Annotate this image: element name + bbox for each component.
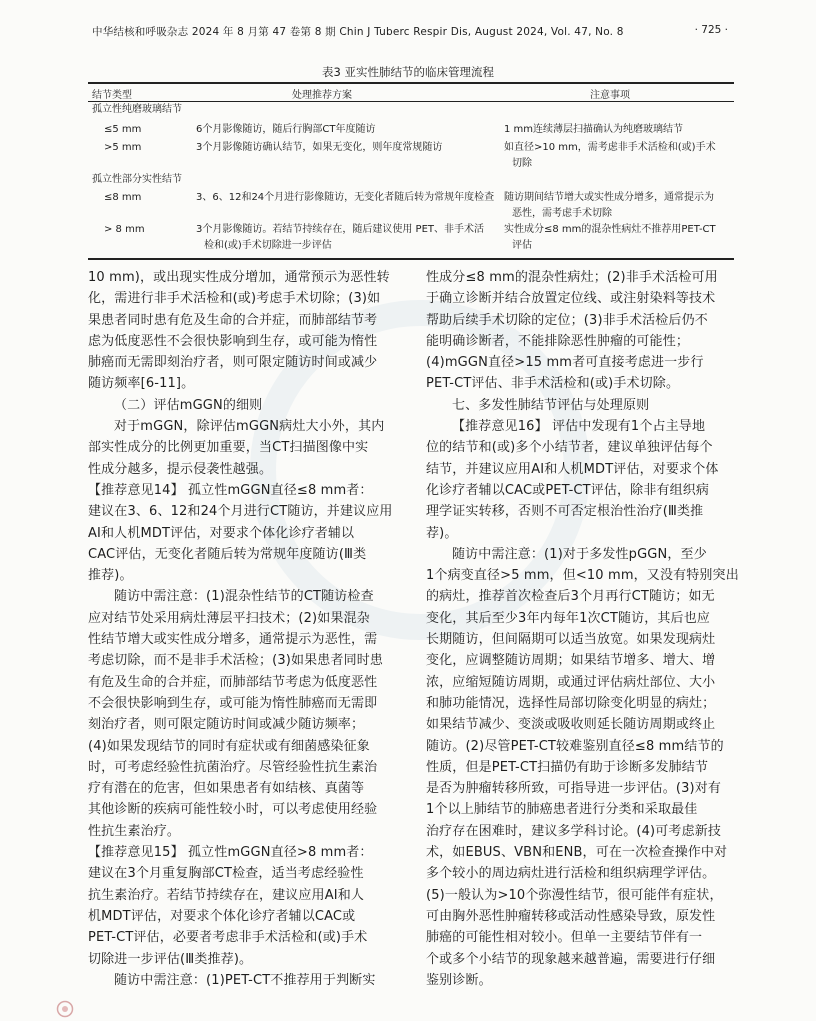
text-line: 肺癌的可能性相对较小。但单一主要结节伴有一: [426, 930, 703, 946]
table-cell: > 8 mm: [104, 224, 145, 235]
text-line: 随访。(2)尽管PET-CT较难鉴别直径≤8 mm结节的: [426, 738, 724, 754]
table-header-notes: 注意事项: [590, 90, 630, 101]
text-line: 考虑切除，而不是非手术活检；(3)如果患者同时患: [88, 653, 384, 669]
recommendation-heading: 【推荐意见15】 孤立性mGGN直径>8 mm者：: [88, 845, 373, 861]
table-cell: 1 mm连续薄层扫描确认为纯磨玻璃结节: [504, 124, 684, 135]
table-cell: 如直径>10 mm，需考虑非手术活检和(或)手术: [504, 142, 716, 153]
text-line: 性成分越多，提示侵袭性越强。: [88, 461, 273, 477]
text-line: 理学证实转移，否则不可否定根治性治疗(Ⅲ类推: [426, 504, 704, 520]
text-line: 变化，其后至少3年内每年1次CT随访，其后也应: [426, 610, 711, 626]
table-cell: 恶性，需考虑手术切除: [512, 208, 612, 219]
table-header-rule: [88, 101, 734, 102]
recommendation-heading: 【推荐意见16】 评估中发现有1个占主导地: [452, 419, 706, 435]
text-line: (5)一般认为>10个弥漫性结节，很可能伴有症状，: [426, 887, 723, 903]
text-line: 果患者同时患有危及生命的合并症，而肺部结节考: [88, 312, 378, 328]
table-cell: ≤5 mm: [104, 124, 142, 135]
table-cell: 实性成分≤8 mm的混杂性病灶不推荐用PET-CT: [504, 224, 716, 235]
text-line: 有危及生命的合并症，而肺部结节考虑为低度恶性: [88, 674, 378, 690]
text-line: 抗生素治疗。若结节持续存在，建议应用AI和人: [88, 887, 365, 903]
text-line: 性成分≤8 mm的混杂性病灶；(2)非手术活检可用: [426, 270, 718, 285]
publisher-logo-icon: [56, 1000, 74, 1018]
text-line: 化，需进行非手术活检和(或)考虑手术切除；(3)如: [88, 291, 381, 307]
table-cell: ≤8 mm: [104, 192, 142, 203]
text-line: PET-CT评估，必要者考虑非手术活检和(或)手术: [88, 930, 368, 946]
text-line: 1个以上肺结节的肺癌患者进行分类和采取最佳: [426, 802, 698, 818]
table-top-rule: [88, 82, 734, 84]
table-cell: 切除: [512, 158, 532, 169]
section-heading: （二）评估mGGN的细则: [114, 397, 263, 413]
text-line: 个或多个小结节的现象越来越普遍，需要进行仔细: [426, 951, 716, 967]
text-line: 和肺功能情况，选择性局部切除变化明显的病灶；: [426, 695, 716, 711]
text-line: 化诊疗者辅以CAC或PET-CT评估，除非有组织病: [426, 482, 710, 498]
text-line: 长期随访，但间隔期可以适当放宽。如果发现病灶: [426, 632, 716, 648]
text-line: 如果结节减少、变淡或吸收则延长随访周期或终止: [426, 717, 716, 733]
text-line: 疗有潜在的危害，但如果患者有如结核、真菌等: [88, 781, 365, 797]
table-bottom-rule: [88, 258, 734, 260]
footer-logo-icon: [56, 1000, 74, 1021]
text-line: 结节，并建议应用AI和人机MDT评估，对要求个体: [426, 461, 719, 477]
text-line: 性结节增大或实性成分增多，通常提示为恶性，需: [88, 632, 378, 648]
text-line: (4)如果发现结节的同时有症状或有细菌感染征象: [88, 738, 370, 754]
text-line: 随访中需注意：(1)对于多发性pGGN，至少: [452, 546, 707, 562]
table-cell: 3个月影像随访。若结节持续存在，随后建议使用 PET、非手术活: [196, 224, 484, 235]
text-line: PET-CT评估、非手术活检和(或)手术切除。: [426, 376, 680, 392]
table-header-type: 结节类型: [92, 90, 132, 101]
text-line: 1个病变直径>5 mm，但<10 mm，又没有特别突出: [426, 568, 739, 584]
text-line: 是否为肿瘤转移所致，可指导进一步评估。(3)对有: [426, 781, 722, 797]
text-line: 虑为低度恶性不会很快影响到生存，或可能为惰性: [88, 333, 378, 349]
text-line: 于确立诊断并结合放置定位线、或注射染料等技术: [426, 291, 716, 307]
text-line: 随访中需注意：(1)PET-CT不推荐用于判断实: [114, 972, 376, 988]
text-line: 性质，但是PET-CT扫描仍有助于诊断多发肺结节: [426, 759, 709, 775]
text-line: (4)mGGN直径>15 mm者可直接考虑进一步行: [426, 355, 704, 371]
text-line: 能明确诊断者，不能排除恶性肿瘤的可能性；: [426, 333, 690, 349]
table-group-label: 孤立性纯磨玻璃结节: [92, 104, 182, 115]
table-cell: 评估: [512, 240, 532, 251]
text-line: 建议在3个月重复胸部CT检查，适当考虑经验性: [88, 866, 364, 882]
table-cell: 6个月影像随访，随后行胸部CT年度随访: [196, 124, 376, 135]
page-number: · 725 ·: [694, 24, 728, 36]
table-cell: 检和(或)手术切除进一步评估: [204, 240, 332, 251]
text-line: CAC评估，无变化者随后转为常规年度随访(Ⅲ类: [88, 546, 367, 562]
table-cell: 3、6、12和24个月进行影像随访，无变化者随后转为常规年度检查: [196, 192, 495, 203]
text-line: 位的结节和(或)多个小结节者，建议单独评估每个: [426, 440, 713, 456]
left-text-column: [88, 267, 393, 991]
table-cell: >5 mm: [104, 142, 142, 153]
text-line: 可由胸外恶性肿瘤转移或活动性感染导致，原发性: [426, 908, 716, 924]
right-text-column: [426, 267, 739, 991]
text-line: 建议在3、6、12和24个月进行CT随访，并建议应用: [88, 504, 393, 520]
table-header-plan: 处理推荐方案: [292, 90, 352, 101]
text-line: 多个较小的周边病灶进行活检和组织病理学评估。: [426, 866, 716, 882]
text-line: 荐)。: [426, 525, 458, 541]
table-cell: 3个月影像随访确认结节，如果无变化，则年度常规随访: [196, 142, 443, 153]
running-header: 中华结核和呼吸杂志 2024 年 8 月第 47 卷第 8 期 Chin J Tuberc Respir Dis, August 2024, Vol. 47, No. 8: [92, 26, 624, 38]
table-title: 表3 亚实性肺结节的临床管理流程: [322, 65, 494, 79]
text-line: 鉴别诊断。: [426, 972, 492, 988]
text-line: 变化，应调整随访周期；如果结节增多、增大、增: [426, 653, 716, 669]
text-line: 的病灶，推荐首次检查后3个月再行CT随访；如无: [426, 589, 715, 605]
text-line: 术，如EBUS、VBN和ENB，可在一次检查操作中对: [426, 845, 728, 861]
text-line: 对于mGGN，除评估mGGN病灶大小外，其内: [114, 419, 385, 435]
text-line: 推荐)。: [88, 568, 133, 584]
text-line: 随访频率[6-11]。: [88, 376, 195, 392]
table-group-label: 孤立性部分实性结节: [92, 174, 182, 185]
text-line: 帮助后续手术切除的定位；(3)非手术活检后仍不: [426, 312, 708, 328]
text-line: 部实性成分的比例更加重要，当CT扫描图像中实: [88, 440, 369, 456]
text-line: 切除进一步评估(Ⅲ类推荐)。: [88, 951, 253, 967]
text-line: 不会很快影响到生存，或可能为惰性肺癌而无需即: [88, 695, 378, 711]
text-line: 性抗生素治疗。: [88, 823, 181, 839]
text-line: 时，可考虑经验性抗菌治疗。尽管经验性抗生素治: [88, 759, 378, 775]
text-line: 随访中需注意：(1)混杂性结节的CT随访检查: [114, 589, 374, 605]
table-cell: 随访期间结节增大或实性成分增多，通常提示为: [504, 192, 714, 203]
text-line: 刻治疗者，则可限定随访时间或减少随访频率；: [88, 717, 365, 733]
text-line: 治疗存在困难时，建议多学科讨论。(4)可考虑新技: [426, 823, 722, 839]
text-line: 应对结节处采用病灶薄层平扫技术；(2)如果混杂: [88, 610, 370, 626]
recommendation-heading: 【推荐意见14】 孤立性mGGN直径≤8 mm者：: [88, 482, 373, 498]
text-line: 浓，应缩短随访周期，或通过评估病灶部位、大小: [426, 674, 716, 690]
text-line: 机MDT评估，对要求个体化诊疗者辅以CAC或: [88, 908, 356, 924]
text-line: 10 mm)，或出现实性成分增加，通常预示为恶性转: [88, 270, 390, 285]
section-heading: 七、多发性肺结节评估与处理原则: [452, 397, 650, 413]
text-line: 其他诊断的疾病可能性较小时，可以考虑使用经验: [88, 802, 378, 818]
text-line: AI和人机MDT评估，对要求个体化诊疗者辅以: [88, 525, 355, 541]
text-line: 肺癌而无需即刻治疗者，则可限定随访时间或减少: [88, 355, 378, 371]
